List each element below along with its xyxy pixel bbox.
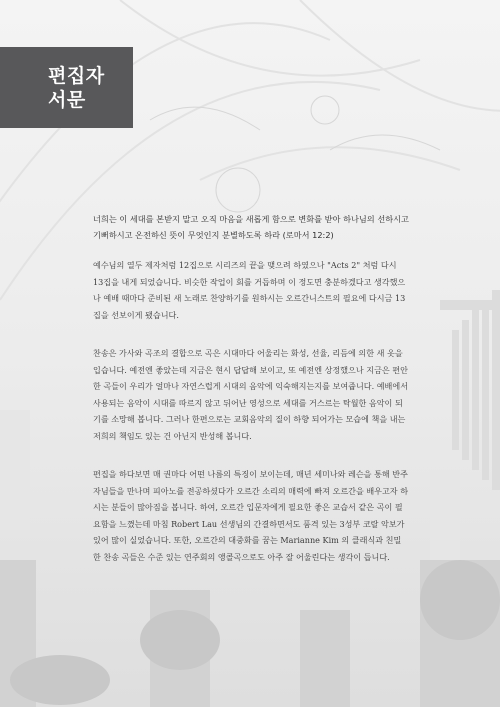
editor-preface-title-box xyxy=(0,47,133,128)
title-line-2: 서문 xyxy=(48,89,86,111)
preface-paragraph-2: 찬송은 가사와 곡조의 결합으로 곡은 시대마다 어울리는 화성, 선율, 리듬에 의한 새 옷을 입습니다. 예전엔 좋았는데 지금은 현시 답답해 보이고, 또 예전엔 상정했으나 지금은 편안한 곡들이 우리가 얼마나 자연스럽게 시대의 음악에 익숙해지는지를 보여줍니다. 예배에서 사용되는 음악이 시대를 따르지 않고 뒤어난 영성으로 세대를 거스르는 탁월한 음악이 되기를 소망해 봅니다. 그러나 한편으로는 교회음악의 질이 하향 되어가는 모습에 책을 내는 저희의 책임도 있는 건 아닌지 반성해 봅니다. xyxy=(93,348,409,441)
bible-verse-quote: 너희는 이 세대를 본받지 말고 오직 마음을 새롭게 함으로 변화를 받아 하나님의 선하시고 기뻐하시고 온전하신 뜻이 무엇인지 분별하도록 하라 (로마서 12:2) xyxy=(93,214,409,240)
preface-paragraph-1: 예수님의 열두 제자처럼 12집으로 시리즈의 끝을 맺으려 하였으나 "Acts 2" 처럼 다시 13집을 내게 되었습니다. 비슷한 작업이 회를 거듭하며 이 정도면 충분하겠다고 생각했으나 예배 때마다 준비된 새 노래로 찬양하기를 원하시는 오르간니스트의 필요에 다시금 13집을 선보이게 됐습니다. xyxy=(93,260,406,320)
title-line-1: 편집자 xyxy=(48,65,105,87)
preface-paragraph-3: 편집을 하다보면 매 권마다 어떤 나름의 특징이 보이는데, 매년 세미나와 레슨을 통해 반주자님들을 만나며 피아노를 전공하셨다가 오르간 소리의 매력에 빠져 오르간을 배우고자 하시는 분들이 많아짐을 봅니다. 하여, 오르간 입문자에게 필요한 좋은 교습서 같은 곡이 필요함을 느꼈는데 마침 Robert Lau 선생님의 간결하면서도 품격 있는 3성부 코랄 악보가 있어 많이 실었습니다. 또한, 오르간의 대중화를 꿈는 Marianne Kim 의 클래식과 친밀한 찬송 곡들은 수준 있는 연주회의 앵콜곡으로도 아주 잘 어울린다는 생각이 듭니다. xyxy=(93,469,409,562)
